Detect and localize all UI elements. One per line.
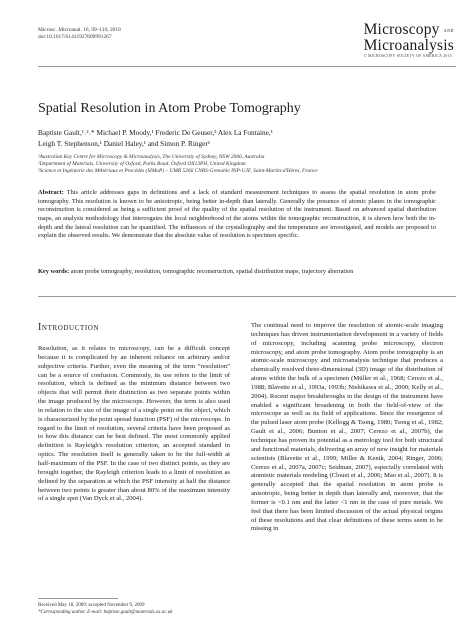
keywords-text: atom probe tomography, resolution, tomographic reconstruction, spatial distribution maps, trajectory aberration — [70, 268, 354, 275]
abstract-text: This article addresses gaps in definitions and a lack of standard measurement techniques to assess the spatial resolution in atom probe tomography. This resolution is known to be anisotropic, being better in-depth than laterally. Generally the presence of atomic planes in the tomographic reconstruction is considered as being a sufficient proof of the quality of the spatial resolution of the instrument. Based on advanced spatial distribution maps, an analysis methodology that interrogates the local neighborhood of the atoms within the tomographic reconstruction, it is shown how both the in-depth and the lateral resolution can be quantified. The influences of the crystallography and the temperature are investigated, and models are proposed to explain the observed results. We demonstrate that the absolute value of resolution is specimen specific. — [38, 189, 436, 240]
logo-society: © MICROSCOPY SOCIETY OF AMERICA 2010 — [363, 53, 452, 58]
citation-doi[interactable]: doi:10.1017/S1431927609991267 — [38, 33, 112, 40]
header-divider — [38, 66, 456, 67]
authors-line-1: Baptiste Gault,¹˒²˒* Michael P. Moody,¹ Frederic De Geuser,³ Alex La Fontaine,¹ — [38, 128, 273, 137]
journal-logo — [364, 22, 454, 59]
abstract-label: Abstract: — [38, 189, 64, 196]
intro-column-left: Resolution, as it relates to microscopy, can be a difficult concept because it is complicated by an inherent reliance on arbitrary and/or subjective criteria. Further, even the meaning of the term “resolution” can be a source of confusion. Commonly, its use refers to the limit of resolution, which is defined as the minimum distance between two objects that will permit their distinction as two separate points within the image produced by the microscope. However, the term is also used in relation to the size of the image of a single point on the object, which is characterized by the point spread function (PSF) of the microscope. In regard to the limit of resolution, several criteria have been proposed as to how this distance can be best defined. The most commonly applied definition is Rayleigh's resolution criterion, an accepted standard in optics. The resolution itself is generally taken to be the full-width at half-maximum of the PSF. In the case of two distinct points, as they are brought together, the Rayleigh criterion leads to a limit of resolution as defined by the separation at which the PSF intensity at half the distance between two points is greater than about 80% of the maximum intensity of a single spot (Van Dyck et al., 2004). — [38, 345, 230, 503]
logo-and: AND — [443, 27, 454, 33]
footnote-divider — [38, 598, 118, 599]
citation-journal: Microsc. Microanal. 16, 99–110, 2010 — [38, 27, 121, 33]
affiliations — [38, 154, 448, 176]
logo-microscopy: Microscopy — [363, 21, 440, 38]
abstract — [38, 189, 436, 241]
logo-microanalysis: Microanalysis — [363, 36, 454, 54]
keywords-label: Key words: — [38, 268, 70, 275]
intro-column-right: The continual need to improve the resolution of atomic-scale imaging techniques has driven instrumentation development in a variety of fields of microscopy, including scanning probe microscopy, electron microscopy, and atom probe tomography. Atom probe tomography is an atomic-scale microscopy and microanalysis technique that produces a chemically resolved three-dimensional (3D) image of the distribution of atoms within the bulk of a specimen (Müller et al., 1968; Cerezo et al., 1988; Blavette et al., 1993a, 1993b; Nishikawa et al., 2000; Kelly et al., 2004). Recent major breakthroughs in the design of the instrument have enabled a significant broadening in both the field-of-view of the microscope as well as its field of applications. Since the resurgence of the pulsed laser atom probe (Kellogg & Tsong, 1980; Tsong et al., 1982; Gault et al., 2006; Bunton et al., 2007; Cerezo et al., 2007b), the technique has proven its potential as a metrology tool for both structural and functional materials, delivering an array of new insight for materials scientists (Blavette et al., 1999; Miller & Kenik, 2004; Ringer, 2006; Cerezo et al., 2007a, 2007c; Seidman, 2007), especially correlated with atomistic materials modeling (Clouet et al., 2006; Mao et al., 2007). It is generally accepted that the spatial resolution in atom probe is anisotropic, being better in depth than laterally and, moreover, that the former is <0.1 nm and the latter <1 nm in the case of pure metals. We feel that there has been limited discussion of the actual physical origins of these resolutions and that clear definitions of these terms seem to be missing in — [251, 322, 443, 533]
received-dates: Received May 18, 2009; accepted November 9, 2009 — [38, 603, 145, 608]
keywords — [38, 268, 436, 277]
section-heading-introduction: Introduction — [38, 322, 100, 333]
affiliation-3: ³Science et Ingénierie des MAtériaux et Procédés (SIMaP) – UMR 5266 CNRS-Grenoble INP-UJF, Saint-Martin-d'Hères, France — [38, 168, 318, 175]
affiliation-1: ¹Australian Key Centre for Microscopy & Microanalysis, The University of Sydney, NSW 2006, Australia — [38, 154, 265, 160]
corresponding-author: *Corresponding author. E-mail: baptiste.gault@materials.ox.ac.uk — [38, 609, 173, 615]
author-list — [38, 128, 438, 149]
paper-title: Spatial Resolution in Atom Probe Tomography — [38, 101, 301, 116]
affiliation-2: ²Department of Materials, University of Oxford, Parks Road, Oxford OX13PH, United Kingdom — [38, 161, 246, 168]
abstract-divider — [38, 296, 456, 297]
footnote — [38, 603, 172, 616]
citation — [38, 27, 121, 40]
authors-line-2: Leigh T. Stephenson,¹ Daniel Haley,¹ and Simon P. Ringer¹ — [38, 138, 211, 148]
